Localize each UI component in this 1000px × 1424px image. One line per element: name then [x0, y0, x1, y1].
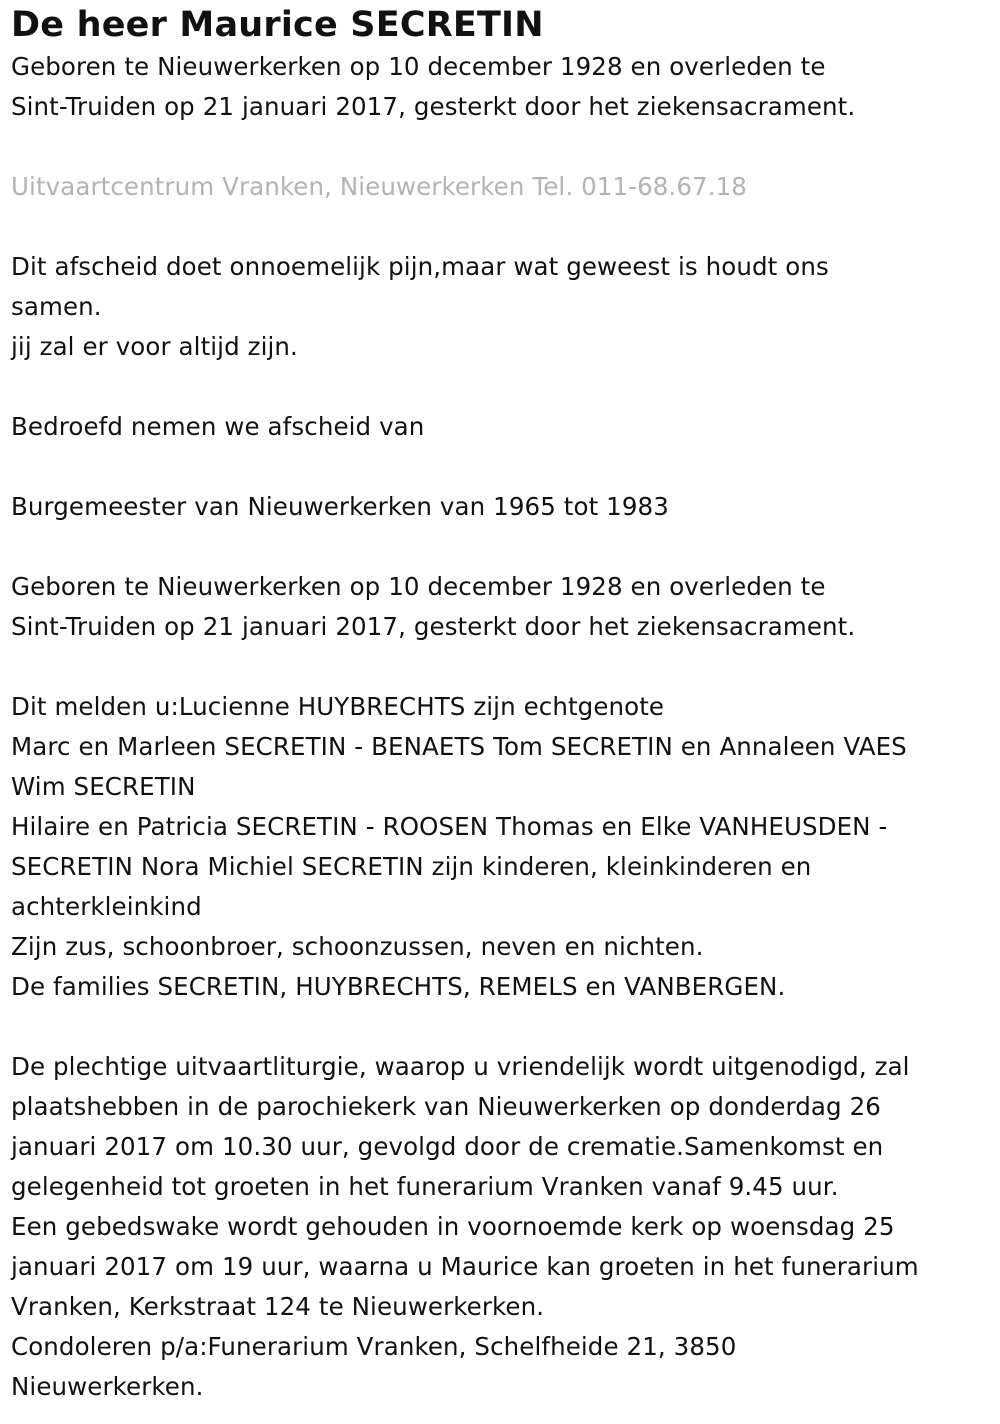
quote-paragraph [11, 247, 1000, 367]
ceremony-line: gelegenheid tot groeten in het funerarium Vranken vanaf 9.45 uur. [11, 1172, 839, 1201]
intro-line: Sint-Truiden op 21 januari 2017, gesterkt door het ziekensacrament. [11, 92, 856, 121]
role-line: Burgemeester van Nieuwerkerken van 1965 tot 1983 [11, 492, 669, 521]
paragraph-spacer [11, 207, 1000, 247]
quote-line: samen. [11, 292, 102, 321]
paragraph-spacer [11, 527, 1000, 567]
obituary-body [11, 47, 1000, 1407]
ceremony-line: Condoleren p/a:Funerarium Vranken, Schelfheide 21, 3850 [11, 1332, 737, 1361]
family-line: De families SECRETIN, HUYBRECHTS, REMELS en VANBERGEN. [11, 972, 786, 1001]
family-line: achterkleinkind [11, 892, 202, 921]
ceremony-line: Een gebedswake wordt gehouden in voornoemde kerk op woensdag 25 [11, 1212, 895, 1241]
ceremony-line: Nieuwerkerken. [11, 1372, 204, 1401]
ceremony-line: Vranken, Kerkstraat 124 te Nieuwerkerken. [11, 1292, 545, 1321]
birth-death-line: Sint-Truiden op 21 januari 2017, gesterkt door het ziekensacrament. [11, 612, 856, 641]
birth-death-paragraph [11, 567, 1000, 647]
paragraph-spacer [11, 447, 1000, 487]
funeral-home-contact: Uitvaartcentrum Vranken, Nieuwerkerken Tel. 011-68.67.18 [11, 172, 747, 201]
farewell-line: Bedroefd nemen we afscheid van [11, 412, 425, 441]
ceremony-line: plaatshebben in de parochiekerk van Nieuwerkerken op donderdag 26 [11, 1092, 881, 1121]
paragraph-spacer [11, 647, 1000, 687]
ceremony-line: De plechtige uitvaartliturgie, waarop u vriendelijk wordt uitgenodigd, zal [11, 1052, 910, 1081]
intro-paragraph [11, 47, 1000, 127]
paragraph-spacer [11, 1007, 1000, 1047]
intro-line: Geboren te Nieuwerkerken op 10 december 1928 en overleden te [11, 52, 826, 81]
quote-line: Dit afscheid doet onnoemelijk pijn,maar wat geweest is houdt ons [11, 252, 829, 281]
ceremony-line: januari 2017 om 10.30 uur, gevolgd door de crematie.Samenkomst en [11, 1132, 884, 1161]
birth-death-line: Geboren te Nieuwerkerken op 10 december 1928 en overleden te [11, 572, 826, 601]
family-line: SECRETIN Nora Michiel SECRETIN zijn kinderen, kleinkinderen en [11, 852, 812, 881]
family-line: Zijn zus, schoonbroer, schoonzussen, neven en nichten. [11, 932, 704, 961]
family-line: Wim SECRETIN [11, 772, 196, 801]
family-paragraph [11, 687, 1000, 1007]
paragraph-spacer [11, 367, 1000, 407]
family-line: Marc en Marleen SECRETIN - BENAETS Tom SECRETIN en Annaleen VAES [11, 732, 907, 761]
paragraph-spacer [11, 127, 1000, 167]
quote-line: jij zal er voor altijd zijn. [11, 332, 298, 361]
ceremony-line: januari 2017 om 19 uur, waarna u Maurice kan groeten in het funerarium [11, 1252, 919, 1281]
family-line: Hilaire en Patricia SECRETIN - ROOSEN Thomas en Elke VANHEUSDEN - [11, 812, 888, 841]
obituary-title: De heer Maurice SECRETIN [11, 5, 544, 45]
ceremony-paragraph [11, 1047, 1000, 1407]
family-line: Dit melden u:Lucienne HUYBRECHTS zijn echtgenote [11, 692, 665, 721]
